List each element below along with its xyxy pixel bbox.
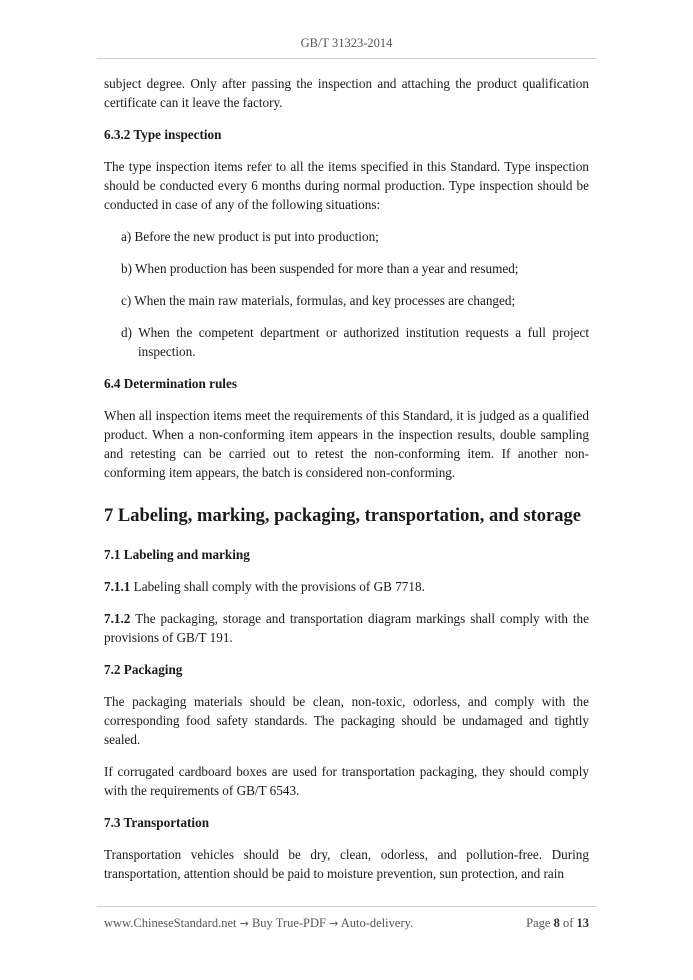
list-item-c: c) When the main raw materials, formulas, and key processes are changed; xyxy=(121,293,516,308)
paragraph-7-2-a: The packaging materials should be clean, non-toxic, odorless, and comply with the corresponding food safety standards. The packaging should be undamaged and tightly sealed. xyxy=(104,694,589,747)
footer-promo xyxy=(104,916,413,931)
page-total: 13 xyxy=(576,916,589,930)
clause-7-1-2 xyxy=(104,609,589,647)
heading-7-2: 7.2 Packaging xyxy=(104,662,183,677)
auto-delivery-text: Auto-delivery. xyxy=(338,916,414,930)
list-item-a: a) Before the new product is put into production; xyxy=(121,229,379,244)
paragraph-6-3-2: The type inspection items refer to all the items specified in this Standard. Type inspection should be conducted every 6 months during normal production. Type inspection should be conducted in case of any of the following situations: xyxy=(104,159,589,212)
site-link[interactable]: www.ChineseStandard.net xyxy=(104,916,237,930)
footer-rule xyxy=(97,906,596,907)
heading-6-4: 6.4 Determination rules xyxy=(104,376,237,391)
page-number xyxy=(526,916,589,931)
clause-text: The packaging, storage and transportation diagram markings shall comply with the provisions of GB/T 191. xyxy=(104,611,589,645)
paragraph-6-4: When all inspection items meet the requirements of this Standard, it is judged as a qualified product. When a non-conforming item appears in the inspection results, double sampling and retesting can be carried out to retest the non-conforming item. If another non-conforming item appears, the batch is considered non-conforming. xyxy=(104,408,589,480)
heading-7-3: 7.3 Transportation xyxy=(104,815,210,830)
page-current: 8 xyxy=(553,916,560,930)
clause-number: 7.1.2 xyxy=(104,611,131,626)
arrow-right-icon: → xyxy=(239,917,249,930)
clause-number: 7.1.1 xyxy=(104,579,131,594)
heading-7-1: 7.1 Labeling and marking xyxy=(104,547,250,562)
page-label: Page xyxy=(526,916,554,930)
header-rule xyxy=(97,58,596,59)
arrow-right-icon: → xyxy=(329,917,339,930)
clause-text: Labeling shall comply with the provisions of GB 7718. xyxy=(130,579,425,594)
buy-pdf-text: Buy True-PDF xyxy=(248,916,330,930)
clause-7-1-1 xyxy=(104,577,589,596)
heading-6-3-2: 6.3.2 Type inspection xyxy=(104,127,222,142)
list-item-b: b) When production has been suspended for more than a year and resumed; xyxy=(121,261,519,276)
list-item-d: d) When the competent department or authorized institution requests a full project inspection. xyxy=(121,325,589,359)
running-header: GB/T 31323-2014 xyxy=(300,36,393,50)
paragraph-7-3: Transportation vehicles should be dry, clean, odorless, and pollution-free. During transportation, attention should be paid to moisture prevention, sun protection, and rain xyxy=(104,847,589,881)
page-body xyxy=(104,74,589,896)
page-of: of xyxy=(559,916,577,930)
heading-7: 7 Labeling, marking, packaging, transportation, and storage xyxy=(104,506,581,526)
paragraph-intro: subject degree. Only after passing the inspection and attaching the product qualification certificate can it leave the factory. xyxy=(104,76,589,110)
paragraph-7-2-b: If corrugated cardboard boxes are used for transportation packaging, they should comply with the requirements of GB/T 6543. xyxy=(104,764,589,798)
